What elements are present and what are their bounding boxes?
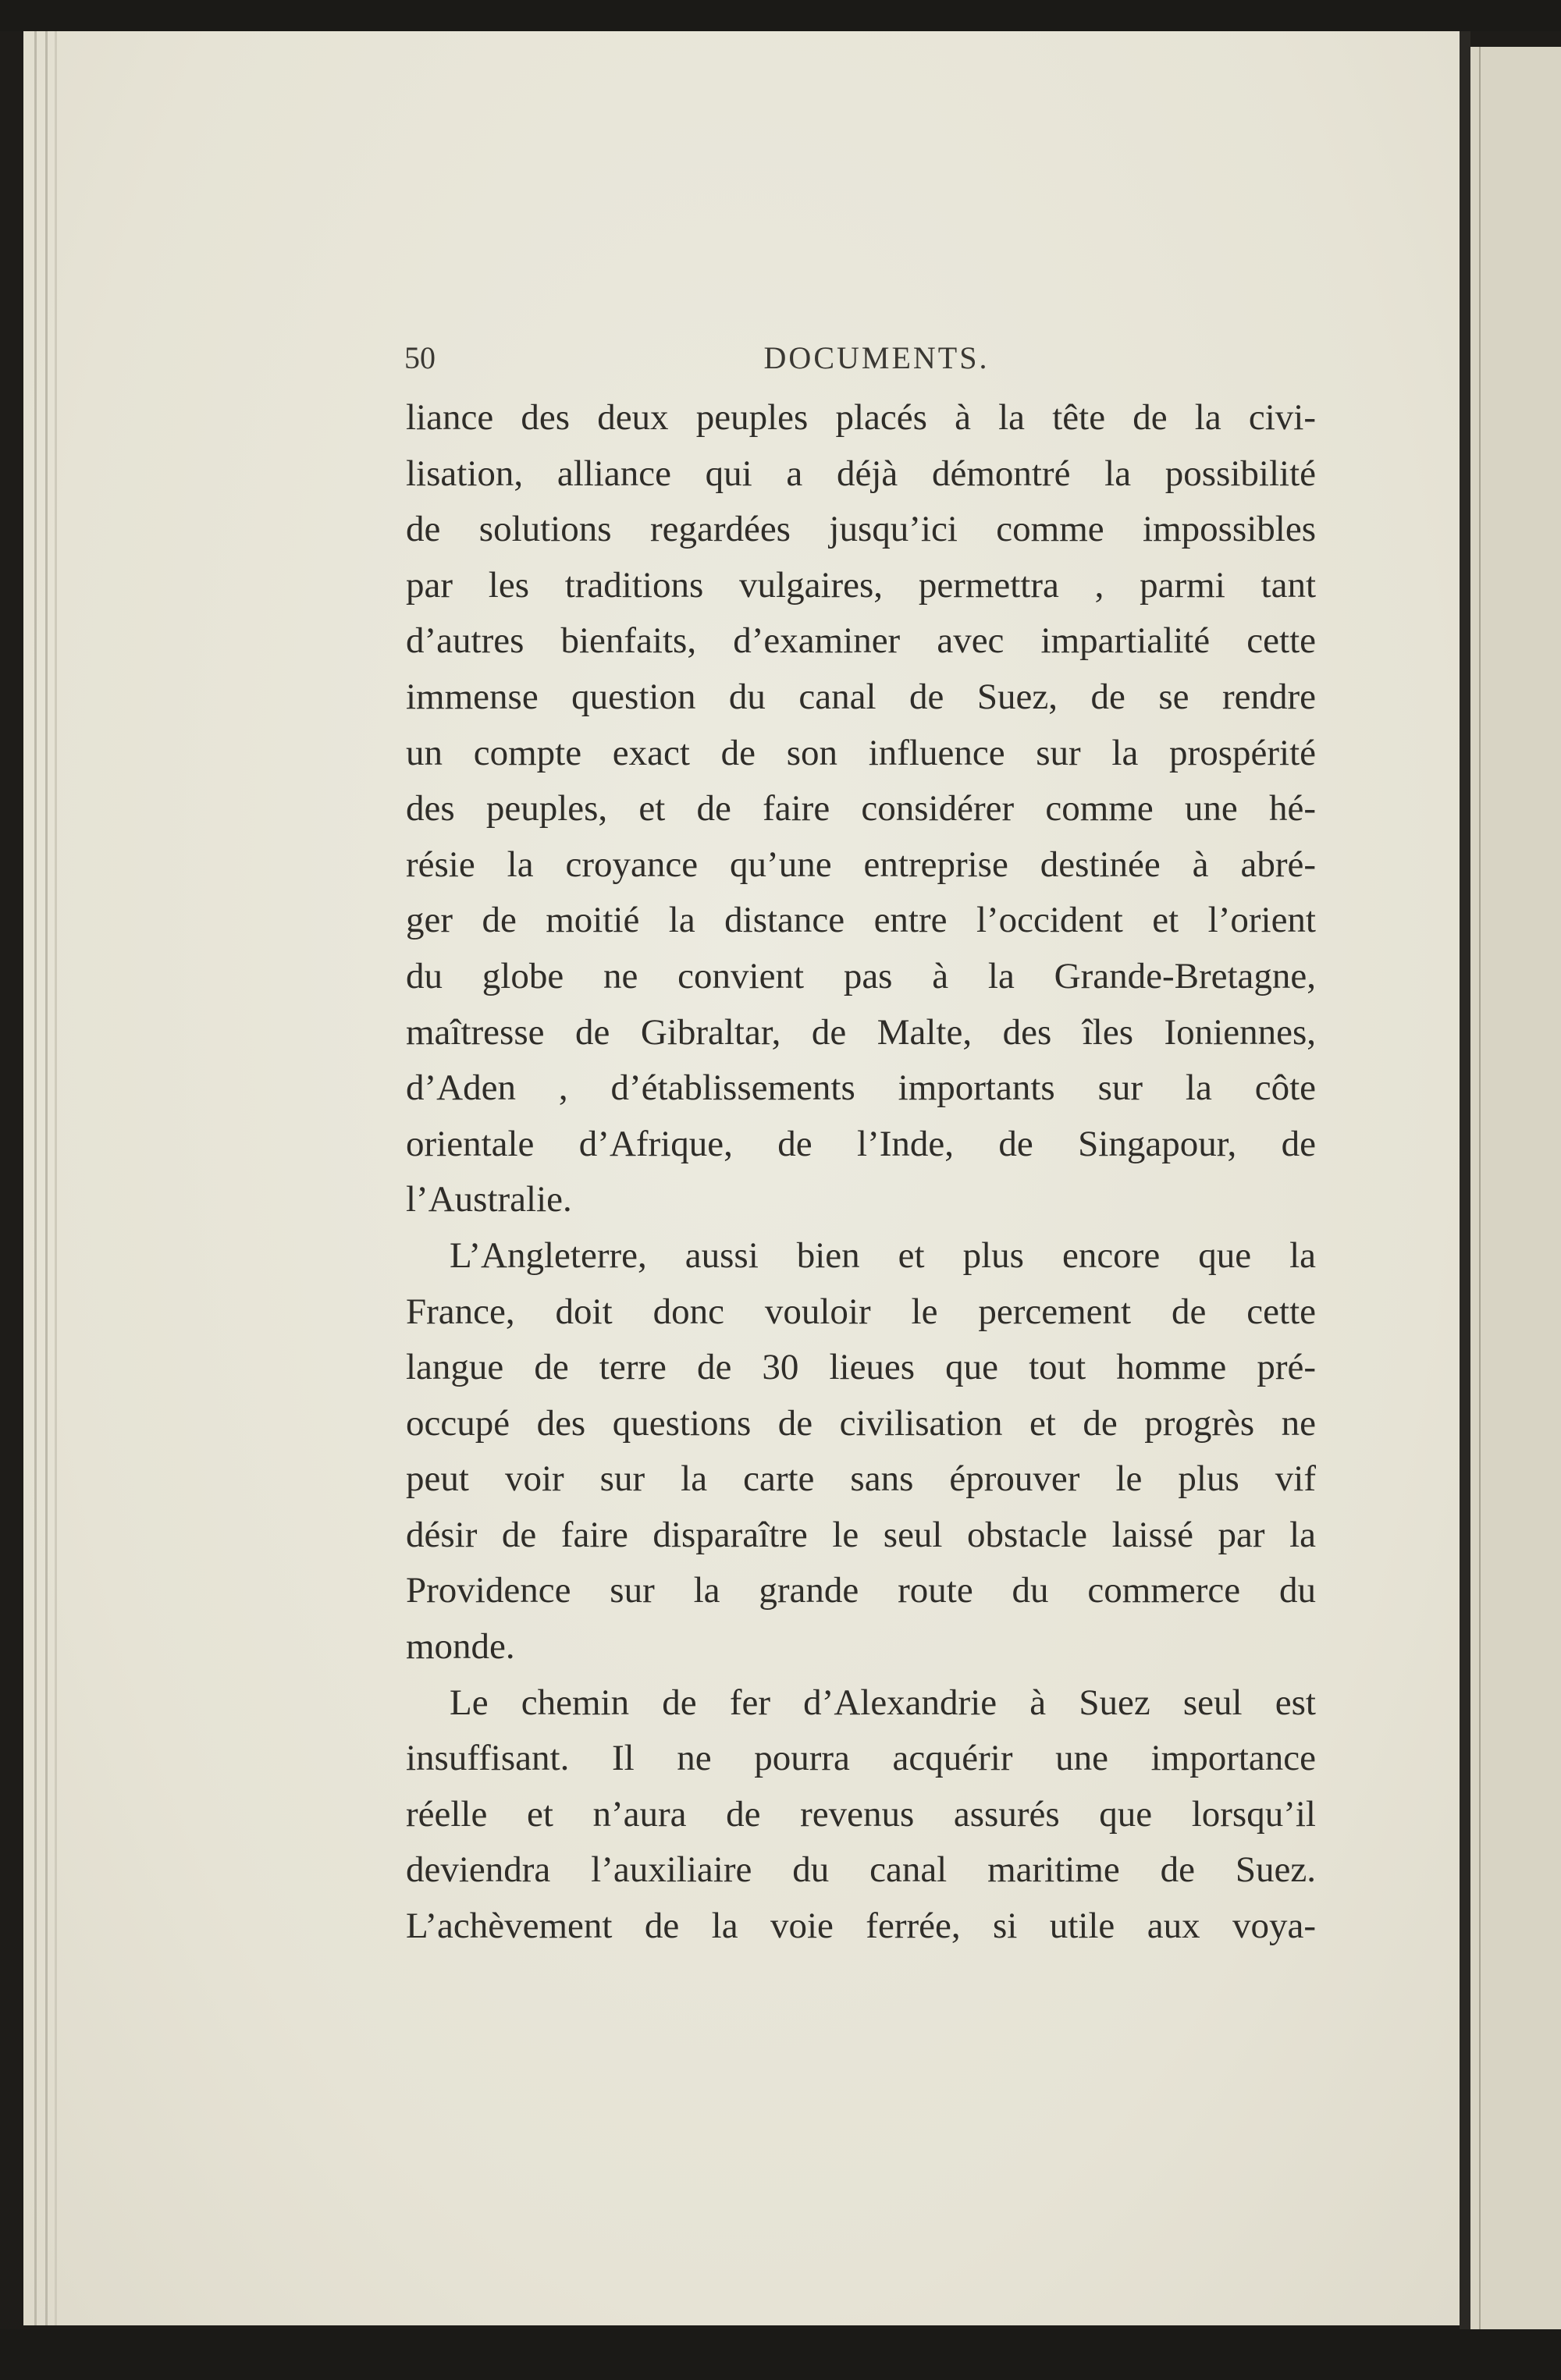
text-line: immense question du canal de Suez, de se rendre (406, 676, 1316, 717)
text-line: deviendra l’auxiliaire du canal maritime de Suez. (406, 1849, 1316, 1891)
text-line: langue de terre de 30 lieues que tout homme pré- (406, 1347, 1316, 1388)
text-line: résie la croyance qu’une entreprise destinée à abré- (406, 844, 1316, 885)
text-line: réelle et n’aura de revenus assurés que lorsqu’il (406, 1793, 1316, 1835)
gutter-shadow (1460, 31, 1470, 2333)
text-line: occupé des questions de civilisation et de progrès ne (406, 1402, 1316, 1444)
page-edge-line (45, 31, 48, 2325)
text-line: insuffisant. Il ne pourra acquérir une importance (406, 1738, 1316, 1779)
text-line: du globe ne convient pas à la Grande-Bretagne, (406, 955, 1316, 996)
running-head: DOCUMENTS. (763, 340, 990, 375)
text-line: France, doit donc vouloir le percement de cette (406, 1291, 1316, 1332)
next-page-edge (1470, 47, 1561, 2333)
text-line: orientale d’Afrique, de l’Inde, de Singapour, de (406, 1123, 1316, 1164)
body-text (406, 390, 1316, 1955)
text-line: L’achèvement de la voie ferrée, si utile aux voya- (406, 1906, 1316, 1947)
text-line: L’Angleterre, aussi bien et plus encore que la (450, 1234, 1316, 1276)
scan-top-border (0, 0, 1561, 31)
next-page-edge-line (1479, 47, 1481, 2333)
text-line: lisation, alliance qui a déjà démontré la possibilité (406, 453, 1316, 494)
page-number: 50 (404, 340, 436, 375)
text-line: l’Australie. (406, 1179, 572, 1220)
text-line: par les traditions vulgaires, permettra , parmi tant (406, 564, 1316, 606)
text-line: maîtresse de Gibraltar, de Malte, des îles Ioniennes, (406, 1011, 1316, 1053)
text-line: d’Aden , d’établissements importants sur la côte (406, 1067, 1316, 1109)
text-line: Le chemin de fer d’Alexandrie à Suez seul est (450, 1682, 1316, 1723)
text-line: ger de moitié la distance entre l’occident et l’orient (406, 900, 1316, 941)
scan-bottom-border (0, 2329, 1561, 2380)
text-line: désir de faire disparaître le seul obstacle laissé par la (406, 1514, 1316, 1555)
paragraph (406, 1228, 1316, 1675)
text-line: monde. (406, 1626, 515, 1668)
text-line: liance des deux peuples placés à la tête de la civi- (406, 397, 1316, 438)
paragraph (406, 390, 1316, 1228)
text-line: peut voir sur la carte sans éprouver le plus vif (406, 1458, 1316, 1500)
page-edge-line (55, 31, 57, 2325)
page-edge-line (34, 31, 37, 2325)
text-line: de solutions regardées jusqu’ici comme impossibles (406, 509, 1316, 550)
text-line: un compte exact de son influence sur la prospérité (406, 732, 1316, 773)
text-line: des peuples, et de faire considérer comme une hé- (406, 788, 1316, 829)
text-line: Providence sur la grande route du commerce du (406, 1570, 1316, 1611)
page-header (404, 339, 1317, 386)
text-line: d’autres bienfaits, d’examiner avec impartialité cette (406, 620, 1316, 662)
paragraph (406, 1675, 1316, 1955)
